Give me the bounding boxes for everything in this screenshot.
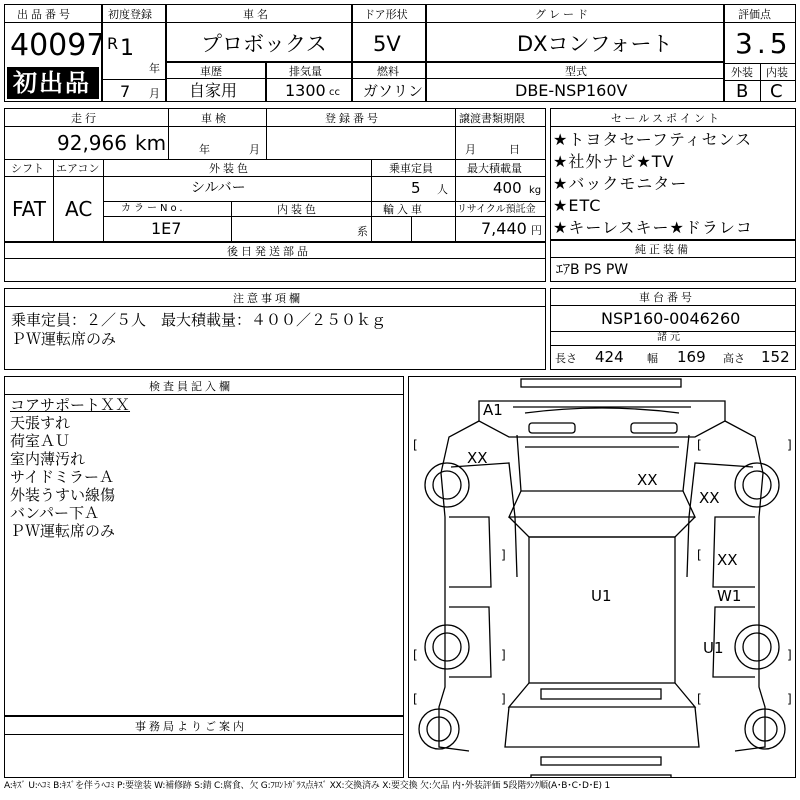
sales-points-box (550, 108, 796, 240)
bracket: [ (697, 438, 702, 452)
lot-number: 40097 (10, 28, 106, 63)
inspector-line: サイドミラーＡ (10, 468, 114, 486)
first-reg-year: 1 (120, 36, 134, 61)
max-load-label: 最大積載量 (467, 162, 522, 175)
recycle-label: リサイクル預託金 (457, 204, 536, 215)
first-listing-label: 初出品 (13, 69, 91, 97)
displacement-box (266, 62, 352, 102)
equipment-value: ｴｱB PS PW (556, 262, 629, 278)
recycle-unit: 円 (531, 224, 542, 237)
grade-label: グレード (535, 8, 591, 21)
office-box (4, 716, 404, 778)
damage-mark: XX (467, 449, 488, 467)
transfer-day-unit: 日 (509, 143, 520, 156)
capacity-unit: 人 (437, 183, 448, 196)
office-label: 事務局よりご案内 (135, 720, 247, 733)
fuel-label: 燃料 (377, 65, 399, 78)
door-label: ドア形状 (364, 8, 408, 21)
exterior-grade-label: 外装 (731, 66, 753, 79)
color-value: シルバー (191, 180, 246, 196)
capacity-value: 5 (411, 179, 421, 197)
bracket: [ (413, 692, 418, 706)
history-value: 自家用 (189, 81, 238, 100)
later-parts-box (4, 242, 546, 282)
lot-label: 出品番号 (17, 8, 73, 21)
car-outline-drawing (409, 377, 795, 777)
transfer-month-unit: 月 (465, 143, 476, 156)
inspector-line: コアサポートＸＸ (10, 396, 131, 414)
sales-point-item: ★ETC (553, 196, 602, 215)
length-value: 424 (595, 348, 624, 366)
door-box (352, 4, 426, 62)
model-box (426, 62, 724, 102)
first-reg-month: 7 (120, 82, 131, 101)
height-value: 152 (761, 348, 790, 366)
ac-value: AC (65, 197, 93, 221)
first-reg-label: 初度登録 (108, 8, 152, 21)
history-label: 車歴 (200, 65, 222, 78)
later-parts-label: 後日発送部品 (227, 245, 311, 258)
shift-label: シフト (11, 162, 44, 175)
capacity-label: 乗車定員 (389, 162, 433, 175)
import-label: 輸入車 (383, 203, 425, 216)
first-registration-box (102, 4, 166, 102)
chassis-box (550, 288, 796, 370)
inspector-line: ＰＷ運転席のみ (10, 522, 116, 540)
score-value: 3.5 (735, 27, 792, 60)
inspector-line: 荷室ＡＵ (10, 432, 71, 450)
interior-grade-label: 内装 (766, 66, 788, 79)
fuel-value: ガソリン (363, 82, 424, 100)
notes-label: 注意事項欄 (233, 292, 303, 305)
inspection-month-unit: 月 (249, 143, 260, 156)
chassis-number: NSP160-0046260 (601, 309, 741, 328)
inspection-label: 車検 (201, 112, 229, 125)
grade-value: DXコンフォート (517, 32, 673, 56)
inspection-year-unit: 年 (199, 143, 210, 156)
car-name-label: 車名 (243, 8, 271, 21)
fuel-box (352, 62, 426, 102)
height-label: 高さ (723, 352, 745, 365)
model-label: 型式 (565, 65, 587, 78)
first-listing-badge (7, 67, 99, 99)
inspector-label: 検査員記入欄 (149, 380, 233, 393)
notes-box (4, 288, 546, 370)
displacement-label: 排気量 (289, 65, 322, 78)
displacement-value: 1300 (285, 81, 326, 100)
sales-point-item: ★キーレスキー★ドラレコ (553, 218, 753, 237)
mileage-label: 走行 (71, 112, 99, 125)
mileage-value: 92,966 (57, 131, 127, 155)
car-name: プロボックス (201, 32, 327, 56)
damage-mark: XX (637, 471, 658, 489)
displacement-unit: cc (329, 87, 340, 98)
sales-points-label: セールスポイント (611, 112, 723, 125)
width-value: 169 (677, 348, 706, 366)
door-value: 5V (373, 32, 401, 56)
color-no-label: カラーNo. (121, 203, 186, 214)
bracket: ] (787, 692, 792, 706)
width-label: 幅 (647, 352, 658, 365)
bracket: ] (787, 648, 792, 662)
max-load-unit: kg (529, 185, 542, 196)
chassis-label: 車台番号 (639, 291, 695, 304)
equipment-label: 純正装備 (635, 243, 691, 256)
grade-box (426, 4, 724, 62)
notes-line: 乗車定員：２／５人 最大積載量：４００／２５０ｋｇ (11, 311, 387, 329)
inspector-line: 外装うすい線傷 (10, 486, 116, 504)
length-label: 長さ (555, 352, 577, 365)
inspector-line: バンパー下Ａ (10, 504, 99, 522)
bracket: ] (501, 648, 506, 662)
exterior-grade: B (736, 81, 749, 102)
inspector-line: 天張すれ (10, 414, 71, 432)
legend: A:ｷｽﾞ U:ﾍｺﾐ B:ｷｽﾞを伴うﾍｺﾐ P:要塗装 W:補修跡 S:錆 C:腐食、欠 G:ﾌﾛﾝﾄｶﾞﾗｽ点ｷｽﾞ XX:交換済み X:要交換 欠:欠品 内･外装評価 5段階ﾗﾝｸ順(A･B･C･D･E) 1 (4, 781, 610, 791)
equipment-box (550, 240, 796, 282)
interior-color-label: 内装色 (277, 203, 319, 216)
inspector-box (4, 376, 404, 716)
notes-line: ＰＷ運転席のみ (11, 330, 117, 348)
bracket: ] (501, 692, 506, 706)
inspector-line: 室内薄汚れ (10, 450, 86, 468)
era: R (107, 34, 119, 53)
interior-color-suffix: 系 (357, 225, 368, 238)
ac-label: エアコン (56, 162, 100, 175)
color-no-value: 1E7 (151, 219, 182, 238)
max-load-value: 400 (493, 179, 522, 197)
damage-mark: U1 (591, 587, 612, 605)
lot-number-box (4, 4, 106, 102)
sales-point-item: ★トヨタセーフティセンス (553, 130, 753, 149)
bracket: ] (501, 548, 506, 562)
details-box (4, 108, 546, 242)
score-box (724, 4, 796, 102)
history-box (166, 62, 266, 102)
bracket: [ (697, 692, 702, 706)
dimensions-label: 諸元 (657, 332, 683, 343)
bracket: [ (697, 548, 702, 562)
mileage-unit: km (135, 131, 167, 155)
transfer-label: 譲渡書類期限 (459, 112, 525, 125)
damage-mark: A1 (483, 401, 503, 419)
bracket: ] (787, 438, 792, 452)
color-label: 外装色 (209, 162, 251, 175)
sales-point-item: ★バックモニター (553, 174, 688, 193)
reg-no-label: 登録番号 (325, 112, 381, 125)
model-value: DBE-NSP160V (515, 81, 628, 100)
damage-mark: XX (717, 551, 738, 569)
damage-mark: W1 (717, 587, 742, 605)
year-unit: 年 (149, 62, 160, 75)
interior-grade: C (770, 81, 783, 102)
damage-mark: U1 (703, 639, 724, 657)
car-name-box (166, 4, 352, 62)
car-diagram (408, 376, 796, 778)
bracket: [ (413, 648, 418, 662)
shift-value: FAT (12, 197, 47, 221)
recycle-value: 7,440 (481, 219, 527, 238)
bracket: [ (413, 438, 418, 452)
damage-mark: XX (699, 489, 720, 507)
month-unit: 月 (149, 87, 160, 100)
sales-point-item: ★社外ナビ★TV (553, 152, 675, 171)
score-label: 評価点 (738, 8, 771, 21)
